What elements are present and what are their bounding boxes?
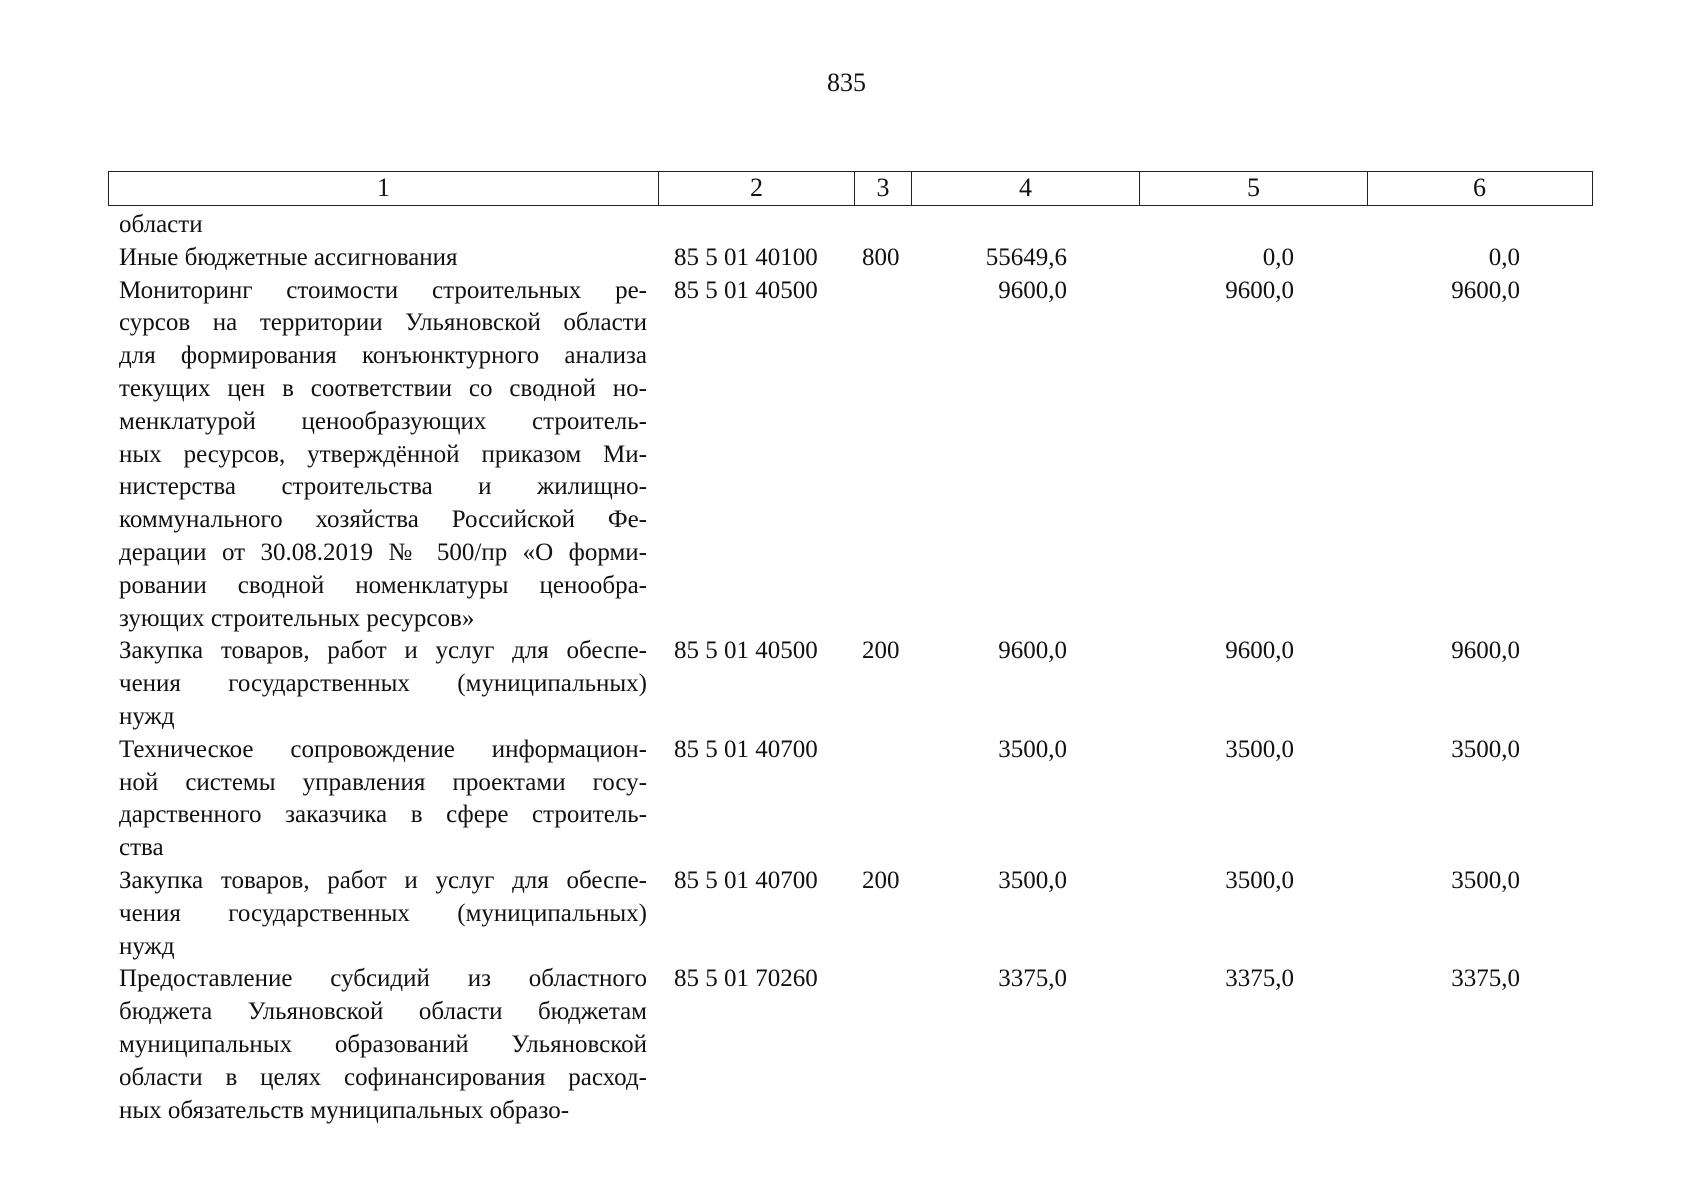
row-code: 85 5 01 40700 — [674, 866, 818, 894]
row-value-col4: 55649,6 — [985, 243, 1067, 271]
header-col-1: 1 — [109, 172, 659, 205]
table-row — [0, 635, 1693, 733]
description-line: зующих строительных ресурсов» — [119, 604, 475, 632]
row-value-col6: 9600,0 — [1451, 276, 1520, 304]
description-line: Техническое сопровождение информацион- — [119, 735, 647, 763]
row-description — [119, 242, 647, 275]
header-col-5: 5 — [1140, 172, 1368, 205]
row-expense-type: 200 — [862, 637, 900, 665]
description-line: области в целях софинансирования расход- — [119, 1063, 647, 1091]
row-value-col6: 3375,0 — [1451, 965, 1520, 993]
description-line: менклатурой ценообразующих строитель- — [119, 407, 647, 435]
table-header — [108, 171, 1593, 206]
table-row — [0, 865, 1693, 963]
row-code: 85 5 01 40100 — [674, 243, 818, 271]
table-row — [0, 734, 1693, 865]
header-col-3: 3 — [855, 172, 912, 205]
row-description — [119, 865, 647, 963]
description-line: сурсов на территории Ульяновской области — [119, 309, 647, 337]
description-line: для формирования конъюнктурного анализа — [119, 342, 647, 370]
row-code: 85 5 01 40500 — [674, 276, 818, 304]
description-line: дерации от 30.08.2019 № 500/пр «О форми- — [119, 538, 647, 566]
table-row — [0, 963, 1693, 1127]
table-row — [0, 242, 1693, 275]
description-line: чения государственных (муниципальных) — [119, 899, 647, 927]
description-line: дарственного заказчика в сфере строитель- — [119, 801, 647, 829]
row-code: 85 5 01 40700 — [674, 735, 818, 763]
table-row — [0, 275, 1693, 636]
row-description — [119, 963, 647, 1127]
description-line: Мониторинг стоимости строительных ре- — [119, 276, 647, 304]
row-value-col4: 9600,0 — [998, 637, 1067, 665]
description-line: Закупка товаров, работ и услуг для обеспе- — [119, 866, 647, 894]
description-line: нужд — [119, 932, 175, 960]
row-description — [119, 635, 647, 733]
header-col-6: 6 — [1473, 173, 1486, 202]
description-line: чения государственных (муниципальных) — [119, 670, 647, 698]
row-description — [119, 734, 647, 865]
row-value-col5: 3500,0 — [1225, 735, 1294, 763]
row-code: 85 5 01 70260 — [674, 965, 818, 993]
header-col-2: 2 — [659, 172, 855, 205]
table-body — [0, 209, 1693, 1127]
row-code: 85 5 01 40500 — [674, 637, 818, 665]
row-value-col4: 9600,0 — [998, 276, 1067, 304]
row-value-col6: 3500,0 — [1451, 735, 1520, 763]
description-line: ных ресурсов, утверждённой приказом Ми- — [119, 440, 647, 468]
row-value-col5: 3375,0 — [1225, 965, 1294, 993]
row-value-col5: 3500,0 — [1225, 866, 1294, 894]
description-line: бюджета Ульяновской области бюджетам — [119, 998, 647, 1026]
row-value-col4: 3375,0 — [998, 965, 1067, 993]
row-value-col4: 3500,0 — [998, 735, 1067, 763]
description-line: Предоставление субсидий из областного — [119, 965, 647, 993]
description-line: ной системы управления проектами госу- — [119, 768, 647, 796]
row-expense-type: 200 — [862, 866, 900, 894]
row-value-col6: 9600,0 — [1451, 637, 1520, 665]
description-line: ства — [119, 834, 164, 862]
description-line: Закупка товаров, работ и услуг для обеспе- — [119, 637, 647, 665]
table-row — [0, 209, 1693, 242]
description-line: ных обязательств муниципальных образо- — [119, 1096, 570, 1124]
description-line: нистерства строительства и жилищно- — [119, 473, 647, 501]
row-expense-type: 800 — [862, 243, 900, 271]
row-value-col6: 3500,0 — [1451, 866, 1520, 894]
row-value-col4: 3500,0 — [998, 866, 1067, 894]
page-number: 835 — [827, 68, 866, 97]
row-description — [119, 209, 647, 242]
row-value-col5: 0,0 — [1262, 243, 1294, 271]
description-line: ровании сводной номенклатуры ценообра- — [119, 571, 647, 599]
row-description — [119, 275, 647, 636]
description-line: области — [119, 211, 203, 238]
description-line: муниципальных образований Ульяновской — [119, 1030, 647, 1058]
description-line: нужд — [119, 702, 175, 730]
description-line: коммунального хозяйства Российской Фе- — [119, 506, 647, 534]
description-line: текущих цен в соответствии со сводной но- — [119, 374, 647, 402]
row-value-col5: 9600,0 — [1225, 637, 1294, 665]
row-value-col5: 9600,0 — [1225, 276, 1294, 304]
row-value-col6: 0,0 — [1488, 243, 1520, 271]
header-col-4: 4 — [912, 172, 1140, 205]
description-line: Иные бюджетные ассигнования — [119, 243, 458, 271]
